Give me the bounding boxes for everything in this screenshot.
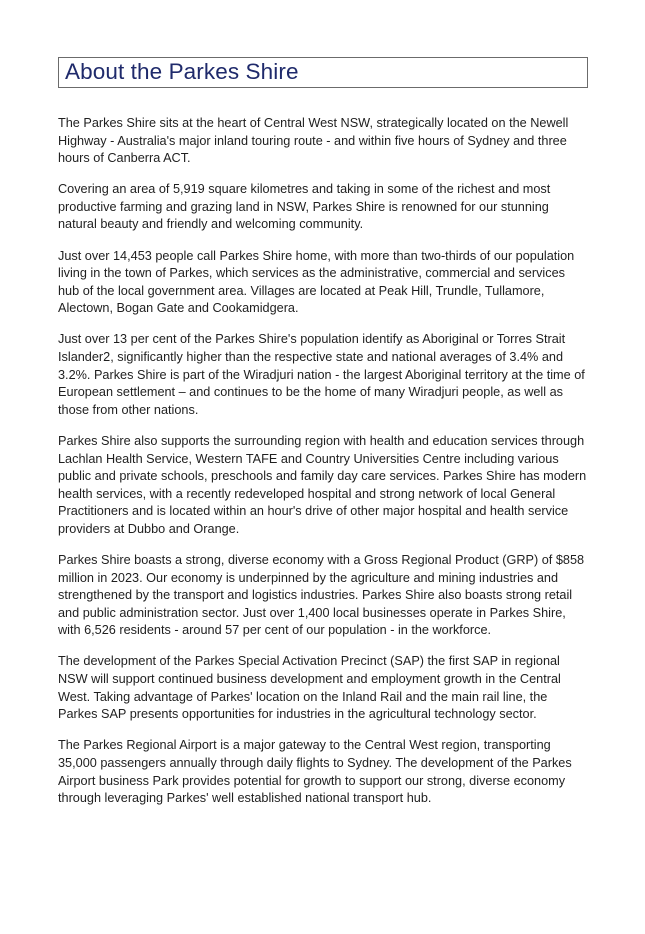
paragraph-health-education: Parkes Shire also supports the surrounding region with health and education services through Lachlan Health Service, Western TAFE and Country Universities Centre including various public and private schools, preschools and family day care services. Parkes Shire has modern health services, with a recently redeveloped hospital and strong network of local General Practitioners and is located within an hour's drive of other major hospital and health service providers at Dubbo and Orange. xyxy=(58,433,587,536)
paragraph-population: Just over 14,453 people call Parkes Shire home, with more than two-thirds of our population living in the town of Parkes, which services as the administrative, commercial and services hub of the local government area. Villages are located at Peak Hill, Trundle, Tullamore, Alectown, Bogan Gate and Cookamidgera. xyxy=(58,248,575,316)
page-title: About the Parkes Shire xyxy=(65,59,299,85)
document-body xyxy=(58,115,588,808)
paragraph-economy: Parkes Shire boasts a strong, diverse economy with a Gross Regional Product (GRP) of $858 million in 2023. Our economy is underpinned by the agriculture and mining industries and strengthened by the transport and logistics industries. Parkes Shire also boasts strong retail and public administration sector. Just over 1,400 local businesses operate in Parkes Shire, with 6,526 residents - around 57 per cent of our population - in the workforce. xyxy=(58,552,585,638)
paragraph-aboriginal-population: Just over 13 per cent of the Parkes Shire's population identify as Aboriginal or Torres Strait Islander2, significantly higher than the respective state and national averages of 3.4% and 3.2%. Parkes Shire is part of the Wiradjuri nation - the largest Aboriginal territory at the time of European settlement – and continues to be the home of many Wiradjuri people, as well as those from other nations. xyxy=(58,332,585,417)
paragraph-area: Covering an area of 5,919 square kilometres and taking in some of the richest and most productive farming and grazing land in NSW, Parkes Shire is renowned for our stunning natural beauty and friendly and welcoming community. xyxy=(58,182,551,232)
paragraph-regional-airport: The Parkes Regional Airport is a major gateway to the Central West region, transporting 35,000 passengers annually through daily flights to Sydney. The development of the Parkes Airport business Park provides potential for growth to support our strong, diverse economy through leveraging Parkes' well established national transport hub. xyxy=(58,738,572,806)
paragraph-location: The Parkes Shire sits at the heart of Central West NSW, strategically located on the Newell Highway - Australia's major inland touring route - and within five hours of Sydney and three hours of Canberra ACT. xyxy=(58,116,569,166)
document-page xyxy=(58,57,588,821)
paragraph-special-activation-precinct: The development of the Parkes Special Activation Precinct (SAP) the first SAP in regional NSW will support continued business development and employment growth in the Central West. Taking advantage of Parkes' location on the Inland Rail and the main rail line, the Parkes SAP presents opportunities for industries in the agricultural technology sector. xyxy=(58,654,561,722)
title-box xyxy=(58,57,588,88)
